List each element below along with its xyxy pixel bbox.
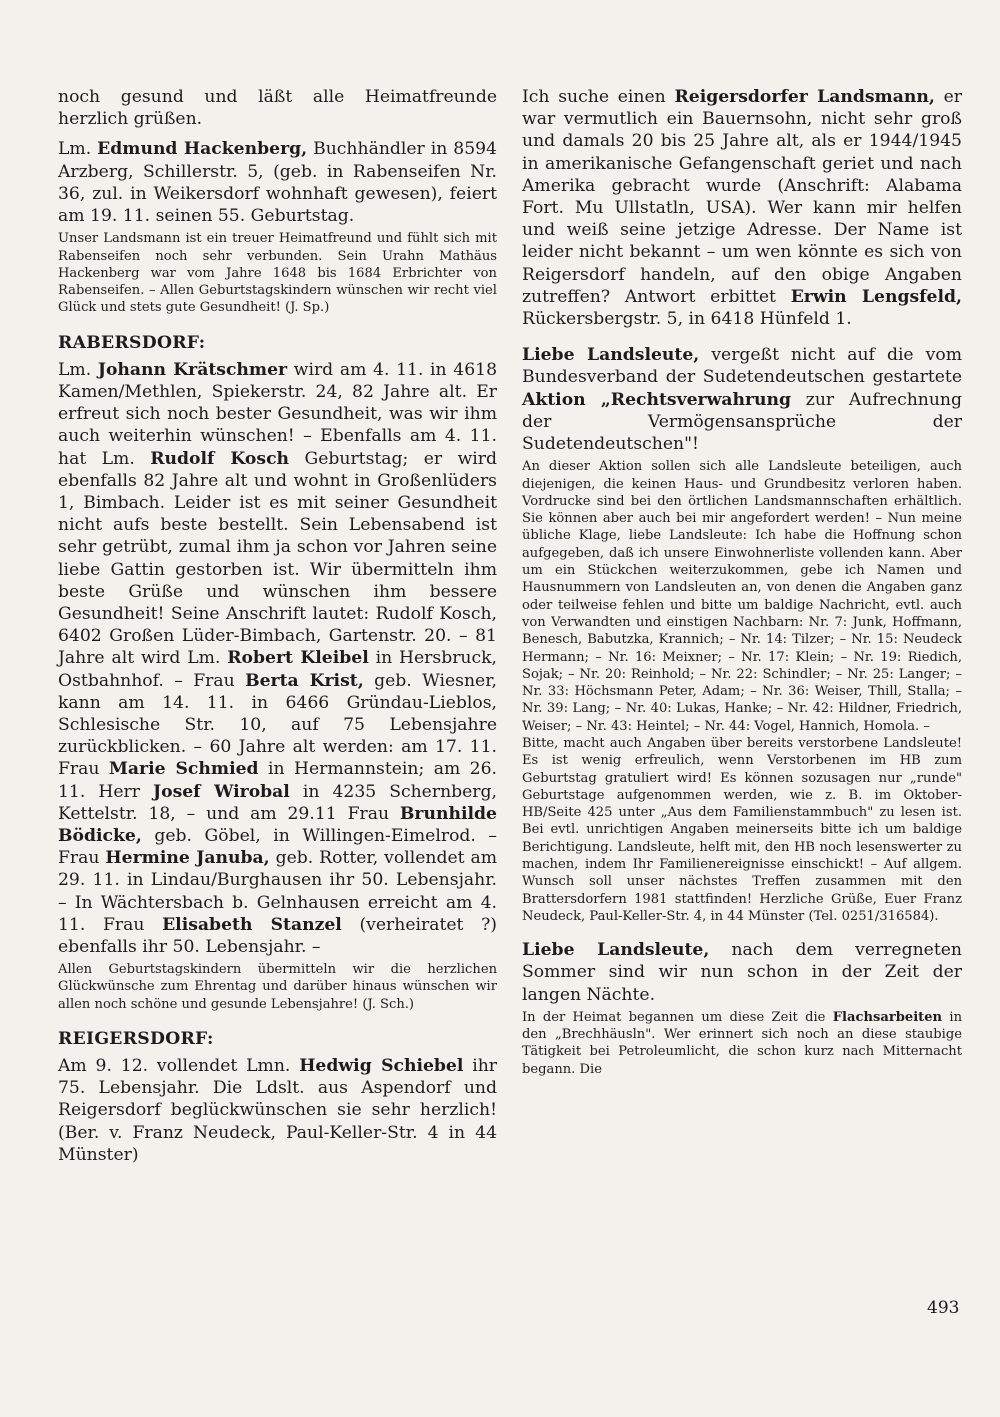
- bold-phrase: Liebe Landsleute,: [522, 345, 700, 366]
- section-heading-reigersdorf: REIGERSDORF:: [58, 1029, 214, 1050]
- person-name: Robert Kleibel: [227, 648, 369, 669]
- person-name: Hedwig Schiebel: [299, 1056, 464, 1077]
- right-paragraph-nights: Liebe Landsleute, nach dem verregneten Sommer sind wir nun schon in der Zeit der langen Nächte.: [522, 940, 962, 1005]
- page-number: 493: [927, 1298, 960, 1318]
- person-name: Edmund Hackenberg,: [97, 139, 308, 160]
- left-paragraph-hackenberg: Lm. Edmund Hackenberg, Buchhändler in 8594 Arzberg, Schillerstr. 5, (geb. in Rabenseifen Nr. 36, zul. in Weikersdorf wohnhaft gewesen), feiert am 19. 11. seinen 55. Geburtstag.: [58, 139, 497, 227]
- left-paragraph-1: noch gesund und läßt alle Heimatfreunde herzlich grüßen.: [58, 87, 497, 130]
- right-small-paragraph-1: An dieser Aktion sollen sich alle Landsleute beteiligen, auch diejenigen, die keinen Haus- und Grundbesitz verloren haben. Vordrucke sind bei den örtlichen Landsmannschaften erhältlich. Sie können aber auch bei mir angefordert werden! – Nun meine übliche Klage, liebe Landsleute: Ich habe die Hoffnung schon aufgegeben, daß ich unsere Einwohnerliste vollenden kann. Aber um ein Stückchen weiterzukommen, gebe ich Namen und Hausnummern von Landsleuten an, von denen die Angaben ganz oder teilweise fehlen und bitte um baldige Nachricht, evtl. auch von Verwandten und einstigen Nachbarn: Nr. 7: Junk, Hoffmann, Benesch, Babutzka, Krannich; – Nr. 14: Tilzer; – Nr. 15: Neudeck Hermann; – Nr. 16: Meixner; – Nr. 17: Klein; – Nr. 19: Riedich, Sojak; – Nr. 20: Reinhold; – Nr. 22: Schindler; – Nr. 25: Langer; – Nr. 33: Höchsmann Peter, Adam; – Nr. 36: Weiser, Thill, Stalla; – Nr. 39: Lang; – Nr. 40: Lukas, Hanke; – Nr. 42: Hildner, Friedrich, Weiser; – Nr. 43: Heintel; – Nr. 44: Vogel, Hannich, Homola. –: [522, 459, 962, 734]
- left-paragraph-rabersdorf: Lm. Johann Krätschmer wird am 4. 11. in 4618 Kamen/Methlen, Spiekerstr. 24, 82 Jahre alt. Er erfreut sich noch bester Gesundheit, was wir ihm auch weiterhin wünschen! – Ebenfalls am 4. 11. hat Lm. Rudolf Kosch Geburtstag; er wird ebenfalls 82 Jahre alt und wohnt in Großenlüders 1, Bimbach. Leider ist es mit seiner Gesundheit nicht aufs beste bestellt. Sein Lebensabend ist sehr getrübt, zumal ihm ja schon vor Jahren seine liebe Gattin gestorben ist. Wir übermitteln ihm beste Grüße und wünschen ihm bessere Gesundheit! Seine Anschrift lautet: Rudolf Kosch, 6402 Großen Lüder-Bimbach, Gartenstr. 20. – 81 Jahre alt wird Lm. Robert Kleibel in Hersbruck, Ostbahnhof. – Frau Berta Krist, geb. Wiesner, kann am 14. 11. in 6466 Gründau-Lieblos, Schlesische Str. 10, auf 75 Lebensjahre zurückblicken. – 60 Jahre alt werden: am 17. 11. Frau Marie Schmied in Hermannstein; am 26. 11. Herr Josef Wirobal in 4235 Schernberg, Kettelstr. 18, – und am 29.11 Frau Brunhilde Bödicke, geb. Göbel, in Willingen-Eimelrod. – Frau Hermine Januba, geb. Rotter, vollendet am 29. 11. in Lindau/Burghausen ihr 50. Lebensjahr. – In Wächtersbach b. Gelnhausen erreicht am 4. 11. Frau Elisabeth Stanzel (verheiratet ?) ebenfalls ihr 50. Lebensjahr. –: [58, 359, 498, 957]
- person-name: Brunhilde Bödicke,: [58, 803, 497, 846]
- left-small-paragraph-1: Unser Landsmann ist ein treuer Heimatfreund und fühlt sich mit Rabenseifen noch sehr verbunden. Sein Urahn Mathäus Hackenberg war vom Jahre 1648 bis 1684 Erbrichter von Rabenseifen. – Allen Geburtstagskindern wünschen wir recht viel Glück und stets gute Gesundheit! (J. Sp.): [58, 231, 497, 316]
- left-column: [58, 86, 497, 1166]
- person-name: Rudolf Kosch: [150, 448, 290, 469]
- bold-phrase: Flachsarbeiten: [832, 1009, 943, 1025]
- left-small-paragraph-2: Allen Geburtstagskindern übermitteln wir die herzlichen Glückwünsche zum Ehrentag und darüber hinaus wünschen wir allen noch schöne und gesunde Lebensjahre! (J. Sch.): [58, 962, 497, 1012]
- bold-phrase: Liebe Landsleute,: [522, 940, 710, 961]
- person-name: Hermine Januba,: [105, 848, 270, 869]
- right-column: [522, 86, 962, 1078]
- right-small-paragraph-2: Bitte, macht auch Angaben über bereits verstorbene Landsleute! Es ist wenig erfreulich, wenn Verstorbenen im HB zum Geburtstag gratuliert wird! Es können sozusagen nur „runde" Geburtstage aufgenommen werden, wie z. B. im Oktober-HB/Seite 425 unter „Aus dem Familienstammbuch" zu lesen ist. Bei evtl. unrichtigen Angaben meinerseits bitte ich um baldige Berichtigung. Landsleute, helft mit, den HB noch lesenswerter zu machen, indem Ihr Familienereignisse einschickt! – Auf allgem. Wunsch soll unser nächstes Treffen zusammen mit den Brattersdorfern 1981 stattfinden! Herzliche Grüße, Euer Franz Neudeck, Paul-Keller-Str. 4, in 44 Münster (Tel. 0251/316584).: [522, 736, 962, 924]
- person-name: Elisabeth Stanzel: [162, 914, 342, 935]
- bold-phrase: Aktion „Rechtsverwahrung: [522, 389, 792, 410]
- right-paragraph-aktion: Liebe Landsleute, vergeßt nicht auf die vom Bundesverband der Sudetendeutschen gestartete Aktion „Rechtsverwahrung zur Aufrechnung der Vermögensansprüche der Sudetendeutschen"!: [522, 345, 963, 455]
- right-small-paragraph-3: In der Heimat begannen um diese Zeit die Flachsarbeiten in den „Brechhäusln". Wer erinnert sich noch an diese staubige Tätigkeit bei Petroleumlicht, die schon kurz nach Mitternacht begann. Die: [522, 1009, 962, 1077]
- left-paragraph-reigersdorf: Am 9. 12. vollendet Lmn. Hedwig Schiebel ihr 75. Lebensjahr. Die Ldslt. aus Aspendorf und Reigersdorf beglückwünschen sie sehr herzlich! (Ber. v. Franz Neudeck, Paul-Keller-Str. 4 in 44 Münster): [58, 1056, 497, 1165]
- person-name: Marie Schmied: [108, 759, 259, 780]
- right-paragraph-search: Ich suche einen Reigersdorfer Landsmann, er war vermutlich ein Bauernsohn, nicht sehr groß und damals 20 bis 25 Jahre alt, als er 1944/1945 in amerikanische Gefangenschaft geriet und nach Amerika gebracht wurde (Anschrift: Alabama Fort. Mu Ullstatln, USA). Wer kann mir helfen und weiß seine jetzige Adresse. Der Name ist leider nicht bekannt – um wen könnte es sich von Reigersdorf handeln, auf den obige Angaben zutreffen? Antwort erbittet Erwin Lengsfeld, Rückersbergstr. 5, in 6418 Hünfeld 1.: [522, 87, 963, 330]
- person-name: Johann Krätschmer: [97, 359, 288, 380]
- person-name: Josef Wirobal: [152, 781, 290, 802]
- person-name: Berta Krist,: [245, 670, 364, 691]
- bold-phrase: Reigersdorfer Landsmann,: [674, 87, 935, 107]
- person-name: Erwin Lengsfeld,: [790, 286, 963, 307]
- section-heading-rabersdorf: RABERSDORF:: [58, 332, 206, 353]
